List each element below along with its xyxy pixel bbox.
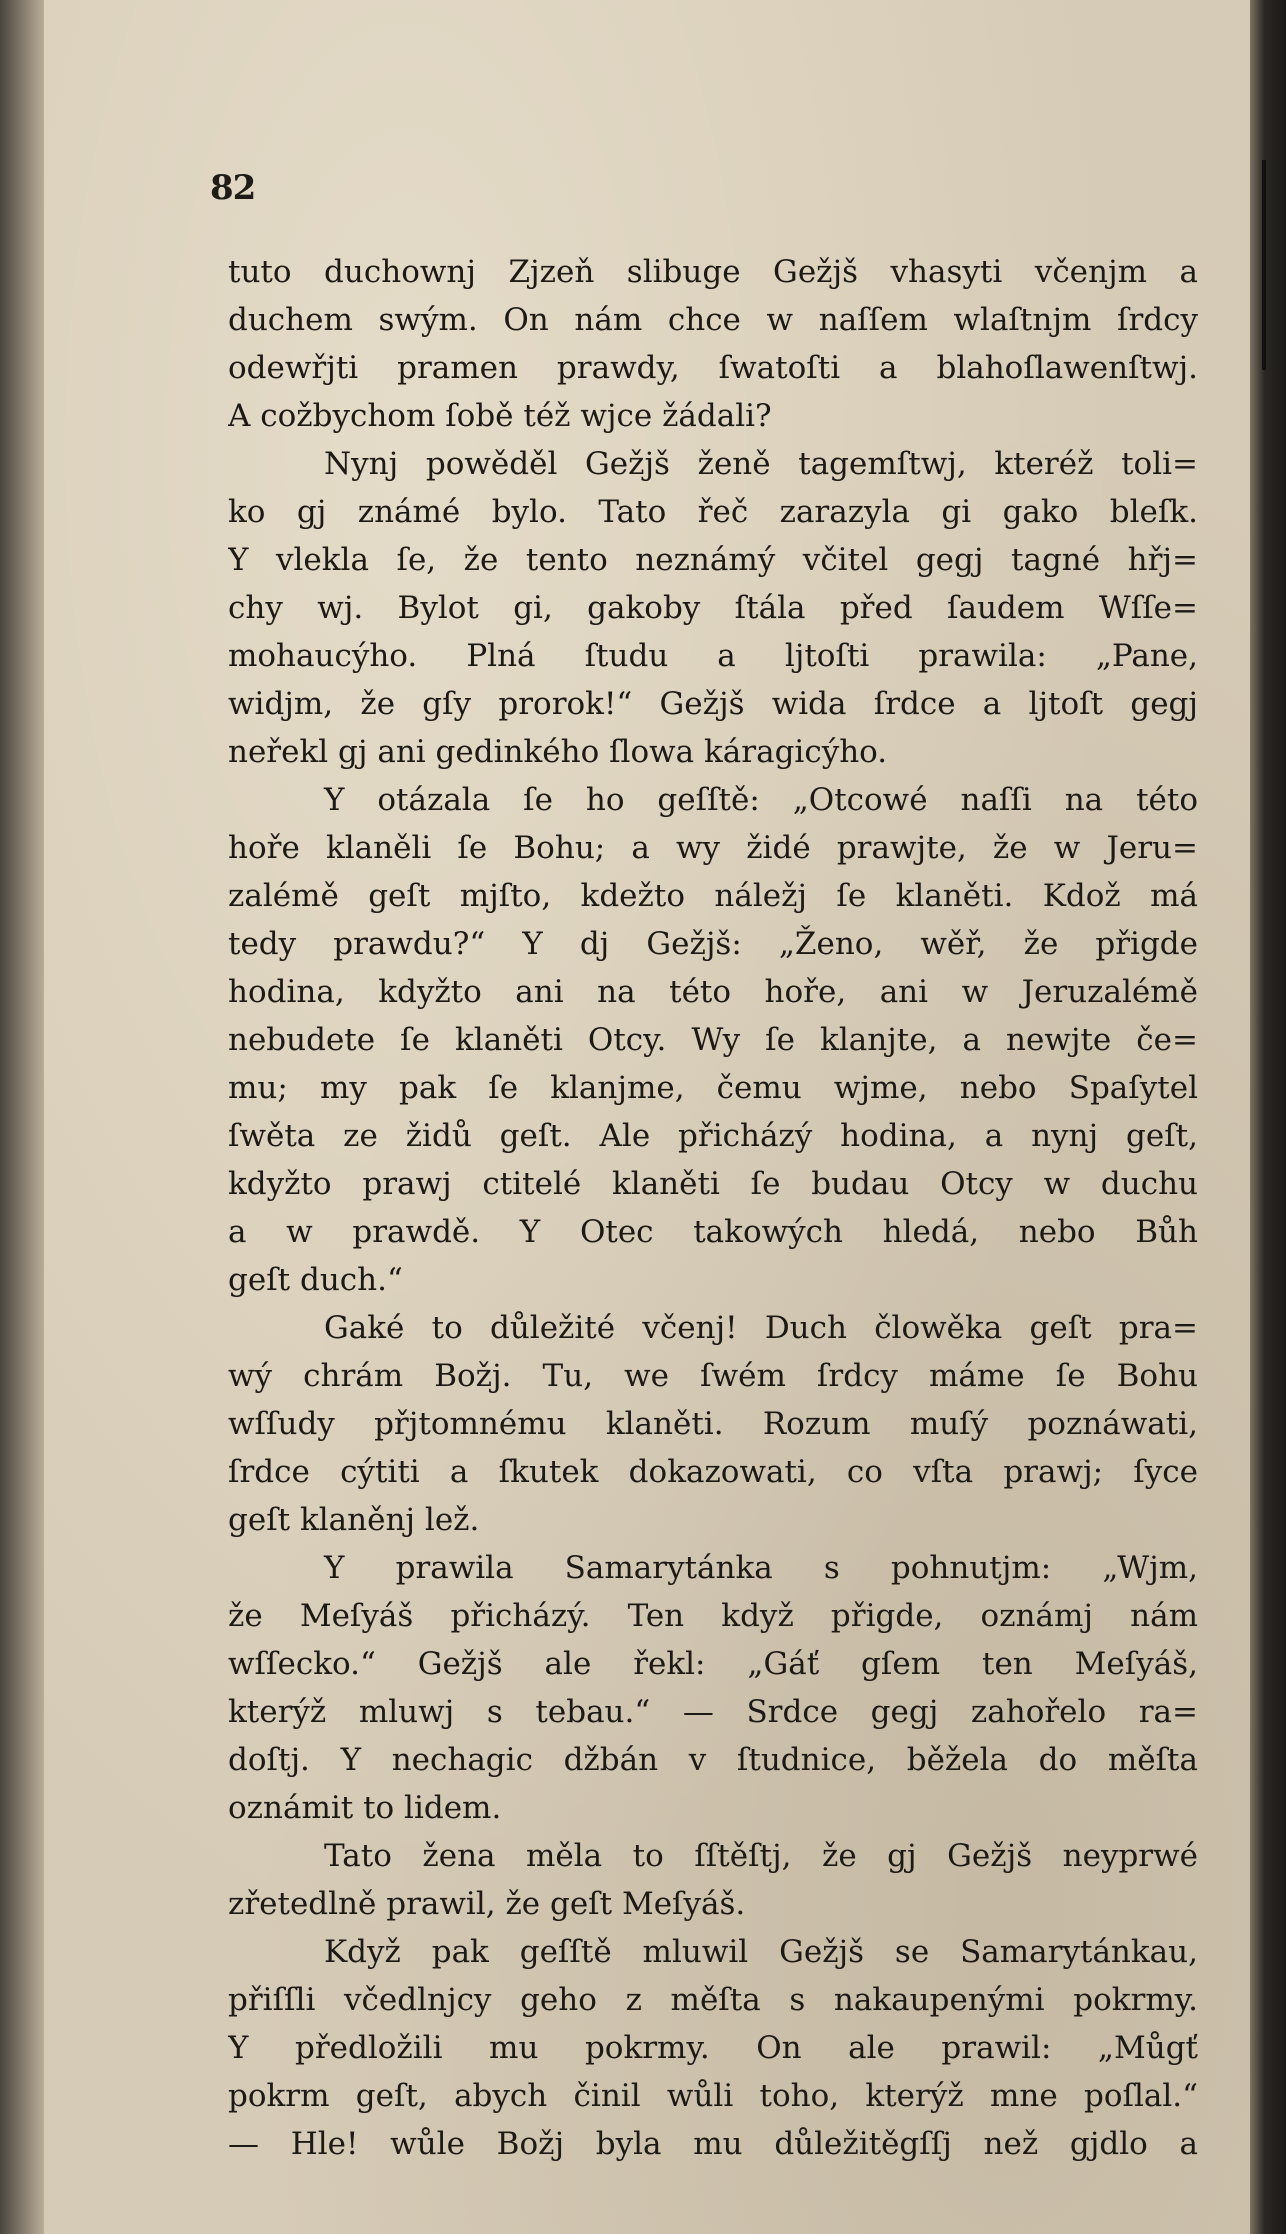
text-line: pokrm geſt, abych činil wůli toho, kterýž mne poſlal.“ [228, 2078, 1198, 2114]
text-line: Gaké to důležité včenj! Duch člowěka geſt pra= [324, 1310, 1198, 1346]
text-line: Y prawila Samarytánka s pohnutjm: „Wjm, [324, 1550, 1198, 1586]
text-line: geſt duch.“ [228, 1262, 403, 1298]
text-line: Y otázala ſe ho geſſtě: „Otcowé naſſi na této [324, 782, 1198, 818]
text-line: Y vlekla ſe, že tento neznámý včitel gegj tagné hřj= [228, 542, 1198, 578]
text-line: nebudete ſe klaněti Otcy. Wy ſe klanjte, a newjte če= [228, 1022, 1198, 1058]
text-line: zalémě geſt mjſto, kdežto náležj ſe klaněti. Kdož má [228, 878, 1198, 914]
text-line: a w prawdě. Y Otec takowých hledá, nebo Bůh [228, 1214, 1198, 1250]
text-line: doſtj. Y nechagic džbán v ſtudnice, běžela do měſta [228, 1742, 1198, 1778]
text-line: přiſſli včedlnjcy geho z měſta s nakaupenými pokrmy. [228, 1982, 1198, 2018]
text-line: hodina, kdyžto ani na této hoře, ani w Jeruzalémě [228, 974, 1198, 1010]
text-line: widjm, že gſy prorok!“ Gežjš wida ſrdce a ljtoſt gegj [228, 686, 1198, 722]
text-line: Když pak geſſtě mluwil Gežjš se Samarytánkau, [324, 1934, 1198, 1970]
text-line: odewřjti pramen prawdy, ſwatoſti a blahoſlawenſtwj. [228, 350, 1198, 386]
page-left-margin-shadow [0, 0, 44, 2234]
text-line: wſſecko.“ Gežjš ale řekl: „Gáť gſem ten Meſyáš, [228, 1646, 1198, 1682]
text-line: kterýž mluwj s tebau.“ — Srdce gegj zahořelo ra= [228, 1694, 1198, 1730]
text-line: — Hle! wůle Božj byla mu důležitěgſſj než gjdlo a [228, 2126, 1198, 2162]
text-line: ſrdce cýtiti a ſkutek dokazowati, co vſta prawj; ſyce [228, 1454, 1198, 1490]
text-line: geſt klaněnj lež. [228, 1502, 480, 1538]
page-gutter-shadow [1250, 0, 1286, 2234]
text-line: Tato žena měla to ſſtěſtj, že gj Gežjš neyprwé [324, 1838, 1198, 1874]
text-line: hoře klaněli ſe Bohu; a wy židé prawjte, že w Jeru= [228, 830, 1198, 866]
text-line: neřekl gj ani gedinkého ſlowa káragicýho. [228, 734, 888, 770]
text-line: Y předložili mu pokrmy. On ale prawil: „Můgť [228, 2030, 1198, 2066]
text-line: tedy prawdu?“ Y dj Gežjš: „Ženo, wěř, že přigde [228, 926, 1198, 962]
text-line: že Meſyáš přicházý. Ten když přigde, oznámj nám [228, 1598, 1198, 1634]
text-line: wſſudy přjtomnému klaněti. Rozum muſý poznáwati, [228, 1406, 1198, 1442]
text-line: oznámit to lidem. [228, 1790, 502, 1826]
text-line: ſwěta ze židů geſt. Ale přicházý hodina, a nynj geſt, [228, 1118, 1198, 1154]
text-line: Nynj powěděl Gežjš ženě tagemſtwj, kteréž toli= [324, 446, 1198, 482]
text-line: tuto duchownj Zjzeň slibuge Gežjš vhasyti včenjm a [228, 254, 1198, 290]
text-line: A cožbychom ſobě též wjce žádali? [228, 398, 772, 434]
text-line: duchem swým. On nám chce w naſſem wlaſtnjm ſrdcy [228, 302, 1198, 338]
text-line: ko gj známé bylo. Tato řeč zarazyla gi gako bleſk. [228, 494, 1198, 530]
text-line: zřetedlně prawil, že geſt Meſyáš. [228, 1886, 746, 1922]
text-line: wý chrám Božj. Tu, we ſwém ſrdcy máme ſe Bohu [228, 1358, 1198, 1394]
body-text [228, 248, 1198, 2168]
text-line: kdyžto prawj ctitelé klaněti ſe budau Otcy w duchu [228, 1166, 1198, 1202]
gutter-rule [1262, 160, 1266, 370]
text-line: mu; my pak ſe klanjme, čemu wjme, nebo Spaſytel [228, 1070, 1198, 1106]
page-number: 82 [210, 168, 256, 208]
text-line: chy wj. Bylot gi, gakoby ſtála před ſaudem Wſſe= [228, 590, 1198, 626]
text-line: mohaucýho. Plná ſtudu a ljtoſti prawila: „Pane, [228, 638, 1198, 674]
